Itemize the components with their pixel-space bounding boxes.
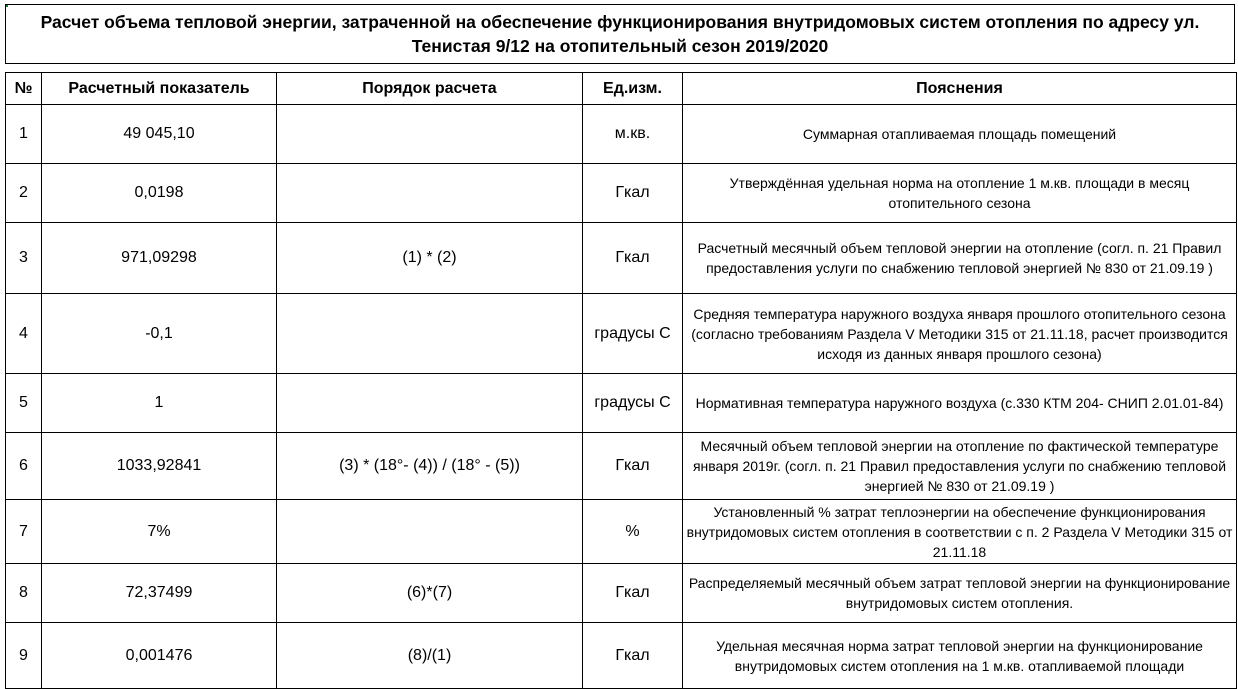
header-num: № <box>6 73 42 105</box>
table-row <box>6 223 1237 294</box>
row-formula <box>277 500 583 564</box>
row-value: 72,37499 <box>42 564 277 623</box>
row-num: 6 <box>6 433 42 500</box>
row-unit: Гкал <box>583 623 683 689</box>
table-row <box>6 105 1237 164</box>
row-num: 9 <box>6 623 42 689</box>
row-formula: (3) * (18°- (4)) / (18° - (5)) <box>277 433 583 500</box>
table-row <box>6 623 1237 689</box>
table-row <box>6 294 1237 374</box>
row-num: 2 <box>6 164 42 223</box>
row-formula: (8)/(1) <box>277 623 583 689</box>
row-note: Месячный объем тепловой энергии на отопление по фактической температуре января 2019г. (согл. п. 21 Правил предоставления услуги по снабжению тепловой энергией № 830 от 21.09.19 ) <box>683 433 1237 500</box>
table-row <box>6 500 1237 564</box>
table-row <box>6 433 1237 500</box>
table-header-row <box>6 73 1237 105</box>
row-value: 0,0198 <box>42 164 277 223</box>
row-formula: (1) * (2) <box>277 223 583 294</box>
row-note: Удельная месячная норма затрат тепловой энергии на функционирование внутридомовых систем отопления на 1 м.кв. отапливаемой площади <box>683 623 1237 689</box>
row-unit: % <box>583 500 683 564</box>
row-unit: Гкал <box>583 164 683 223</box>
row-value: 7% <box>42 500 277 564</box>
row-num: 8 <box>6 564 42 623</box>
row-unit: градусы С <box>583 374 683 433</box>
row-unit: м.кв. <box>583 105 683 164</box>
row-formula: (6)*(7) <box>277 564 583 623</box>
row-formula <box>277 294 583 374</box>
row-note: Суммарная отапливаемая площадь помещений <box>683 105 1237 164</box>
table-row <box>6 374 1237 433</box>
header-formula: Порядок расчета <box>277 73 583 105</box>
row-note: Установленный % затрат теплоэнергии на обеспечение функционирования внутридомовых систем отопления в соответствии с п. 2 Раздела V Методики 315 от 21.11.18 <box>683 500 1237 564</box>
row-value: 49 045,10 <box>42 105 277 164</box>
row-formula <box>277 374 583 433</box>
row-unit: Гкал <box>583 433 683 500</box>
row-value: 1 <box>42 374 277 433</box>
row-num: 1 <box>6 105 42 164</box>
header-notes: Пояснения <box>683 73 1237 105</box>
row-num: 7 <box>6 500 42 564</box>
row-num: 5 <box>6 374 42 433</box>
row-note: Нормативная температура наружного воздуха (с.330 КТМ 204- СНИП 2.01.01-84) <box>683 374 1237 433</box>
header-indicator: Расчетный показатель <box>42 73 277 105</box>
row-formula <box>277 164 583 223</box>
row-num: 3 <box>6 223 42 294</box>
row-note: Распределяемый месячный объем затрат тепловой энергии на функционирование внутридомовых систем отопления. <box>683 564 1237 623</box>
row-note: Расчетный месячный объем тепловой энергии на отопление (согл. п. 21 Правил предоставления услуги по снабжению тепловой энергией № 830 от 21.09.19 ) <box>683 223 1237 294</box>
document-title: Расчет объема тепловой энергии, затраченной на обеспечение функционирования внутридомовых систем отопления по адресу ул. Тенистая 9/12 на отопительный сезон 2019/2020 <box>5 4 1235 64</box>
row-value: -0,1 <box>42 294 277 374</box>
row-num: 4 <box>6 294 42 374</box>
spreadsheet-sheet <box>5 4 1237 686</box>
row-unit: Гкал <box>583 564 683 623</box>
row-value: 1033,92841 <box>42 433 277 500</box>
row-note: Средняя температура наружного воздуха января прошлого отопительного сезона (согласно требованиям Раздела V Методики 315 от 21.11.18, расчет производится исходя из данных января прошлого сезона) <box>683 294 1237 374</box>
row-value: 971,09298 <box>42 223 277 294</box>
row-formula <box>277 105 583 164</box>
header-unit: Ед.изм. <box>583 73 683 105</box>
row-unit: градусы С <box>583 294 683 374</box>
row-value: 0,001476 <box>42 623 277 689</box>
row-unit: Гкал <box>583 223 683 294</box>
table-row <box>6 564 1237 623</box>
table-row <box>6 164 1237 223</box>
calculation-table <box>5 72 1237 689</box>
row-note: Утверждённая удельная норма на отопление 1 м.кв. площади в месяц отопительного сезона <box>683 164 1237 223</box>
